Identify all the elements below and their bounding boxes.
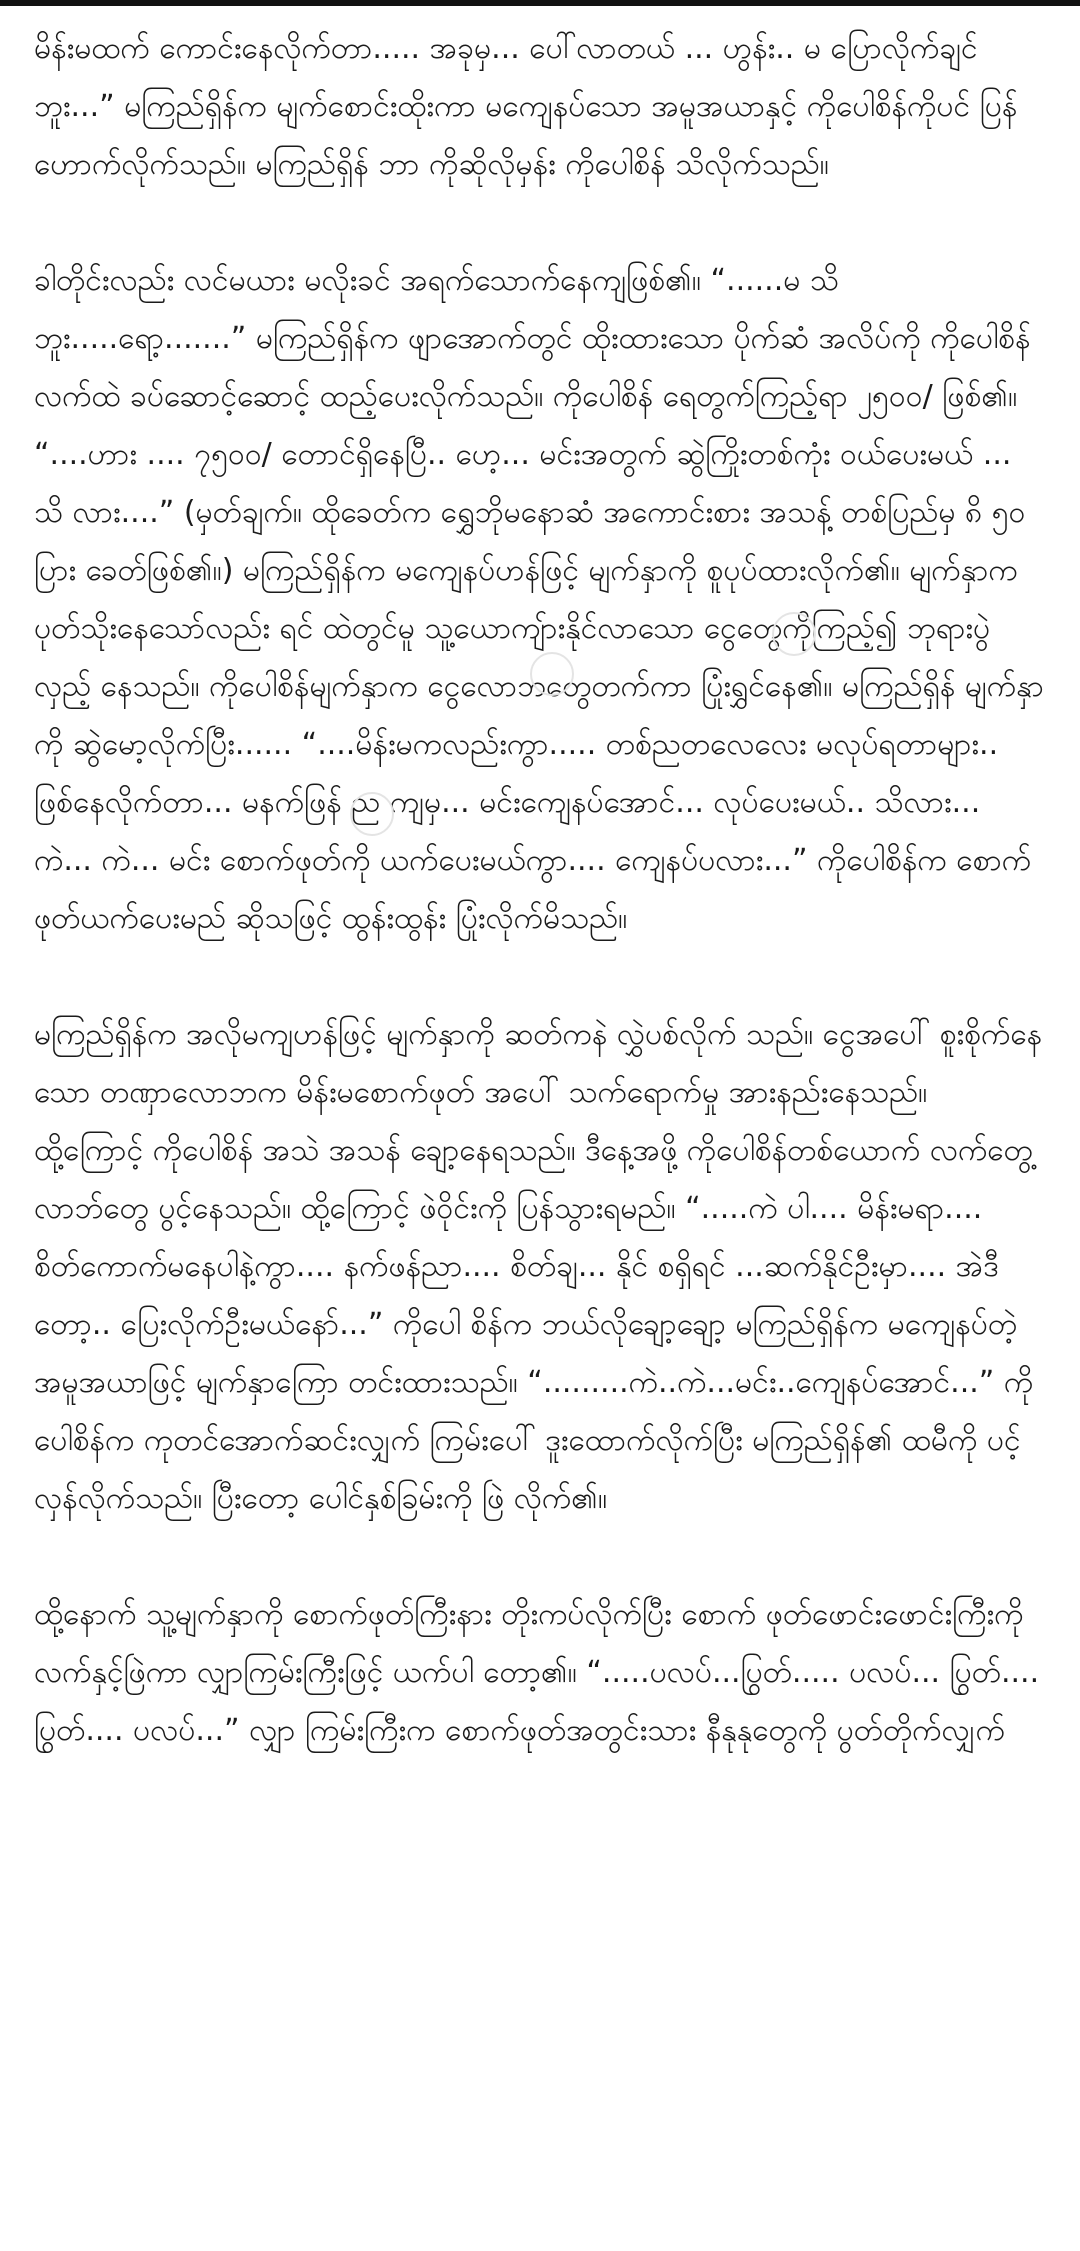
- article-body: [34, 20, 1046, 1818]
- paragraph-2: ခါတိုင်းလည်း လင်မယား မလိုးခင် အရက်သောက်နေကျဖြစ်၏။ “......မ သိဘူး.....ရော့.......” မကြည်ရှိန်က ဖျာအောက်တွင် ထိုးထားသော ပိုက်ဆံ အလိပ်ကို ကိုပေါစိန်လက်ထဲ ခပ်ဆောင့်ဆောင့် ထည့်ပေးလိုက်သည်။ ကိုပေါစိန် ရေတွက်ကြည့်ရာ ၂၅၀ဝ/ ဖြစ်၏။ “....ဟား .... ၇၅၀ဝ/ တောင်ရှိနေပြီ.. ဟေ့... မင်းအတွက် ဆွဲကြိုးတစ်ကုံး ဝယ်ပေးမယ် ... သိ လား....” (မှတ်ချက်။ ထိုခေတ်က ရွှေဘိုမနောဆံ အကောင်းစား အသန့် တစ်ပြည်မှ ၈ိ ၅၀ ပြား ခေတ်ဖြစ်၏။) မကြည်ရှိန်က မကျေနပ်ဟန်ဖြင့် မျက်နှာကို စူပုပ်ထားလိုက်၏။ မျက်နှာက ပုတ်သိုးနေသော်လည်း ရင် ထဲတွင်မူ သူ့ယောကျ်ားနိုင်လာသော ငွေတွေကိုကြည့်၍ ဘုရားပွဲလှည့် နေသည်။ ကိုပေါစိန်မျက်နှာက ငွေလောဘတွေတက်ကာ ပြုံးရွှင်နေ၏။ မကြည်ရှိန် မျက်နှာကို ဆွဲမော့လိုက်ပြီး...... “....မိန်းမကလည်းကွာ..... တစ်ညတလေလေး မလုပ်ရတာများ.. ဖြစ်နေလိုက်တာ... မနက်ဖြန် ည ကျမှ... မင်းကျေနပ်အောင်... လုပ်ပေးမယ်.. သိလား... ကဲ... ကဲ... မင်း စောက်ဖုတ်ကို ယက်ပေးမယ်ကွာ.... ကျေနပ်ပလား...” ကိုပေါစိန်က စောက်ဖုတ်ယက်ပေးမည် ဆိုသဖြင့် ထွန်းထွန်း ပြုံးလိုက်မိသည်။: [34, 263, 1044, 936]
- paragraph-1: မိန်းမထက် ကောင်းနေလိုက်တာ..... အခုမှ... ပေါ်လာတယ် ... ဟွန်း.. မ ပြောလိုက်ချင်ဘူး...” မကြည်ရှိန်က မျက်စောင်းထိုးကာ မကျေနပ်သော အမူအယာနှင့် ကိုပေါစိန်ကိုပင် ပြန်ဟောက်လိုက်သည်။ မကြည်ရှိန် ဘာ ကိုဆိုလိုမှန်း ကိုပေါစိန် သိလိုက်သည်။: [34, 31, 1018, 182]
- paragraph-4: ထို့နောက် သူ့မျက်နှာကို စောက်ဖုတ်ကြီးနား တိုးကပ်လိုက်ပြီး စောက် ဖုတ်ဖောင်းဖောင်းကြီးကို လက်နှင့်ဖြဲကာ လျှာကြမ်းကြီးဖြင့် ယက်ပါ တော့၏။ “.....ပလပ်...ပြွတ်..... ပလပ်... ပြွတ်.... ပြွတ်.... ပလပ်...” လျှာ ကြမ်းကြီးက စောက်ဖုတ်အတွင်းသား နီနုနုတွေကို ပွတ်တိုက်လျှက်: [34, 1597, 1040, 1748]
- paragraph-3: မကြည်ရှိန်က အလိုမကျဟန်ဖြင့် မျက်နှာကို ဆတ်ကနဲ လွှဲပစ်လိုက် သည်။ ငွေအပေါ် စူးစိုက်နေသော တဏှာလောဘက မိန်းမစောက်ဖုတ် အပေါ် သက်ရောက်မှု အားနည်းနေသည်။ ထို့ကြောင့် ကိုပေါစိန် အသဲ အသန် ချော့နေရသည်။ ဒီနေ့အဖို့ ကိုပေါစိန်တစ်ယောက် လက်တွေ့ လာဘ်တွေ ပွင့်နေသည်။ ထို့ကြောင့် ဖဲဝိုင်းကို ပြန်သွားရမည်။ “.....ကဲ ပါ.... မိန်းမရာ.... စိတ်ကောက်မနေပါနဲ့ကွာ.... နက်ဖန်ညာ.... စိတ်ချ... နိုင် စရှိရင် ...ဆက်နိုင်ဦးမှာ.... အဲဒီတော့.. ပြေးလိုက်ဦးမယ်နော်...” ကိုပေါ စိန်က ဘယ်လိုချော့ချော့ မကြည်ရှိန်က မကျေနပ်တဲ့ အမူအယာဖြင့် မျက်နှာကြော တင်းထားသည်။ “.........ကဲ..ကဲ...မင်း..ကျေနပ်အောင်...” ကိုပေါစိန်က ကုတင်အောက်ဆင်းလျှက် ကြမ်းပေါ် ဒူးထောက်လိုက်ပြီး မကြည်ရှိန်၏ ထမီကို ပင့်လှန်လိုက်သည်။ ပြီးတော့ ပေါင်နှစ်ခြမ်းကို ဖြဲ လိုက်၏။: [34, 1017, 1043, 1516]
- status-bar-strip: [0, 0, 1080, 6]
